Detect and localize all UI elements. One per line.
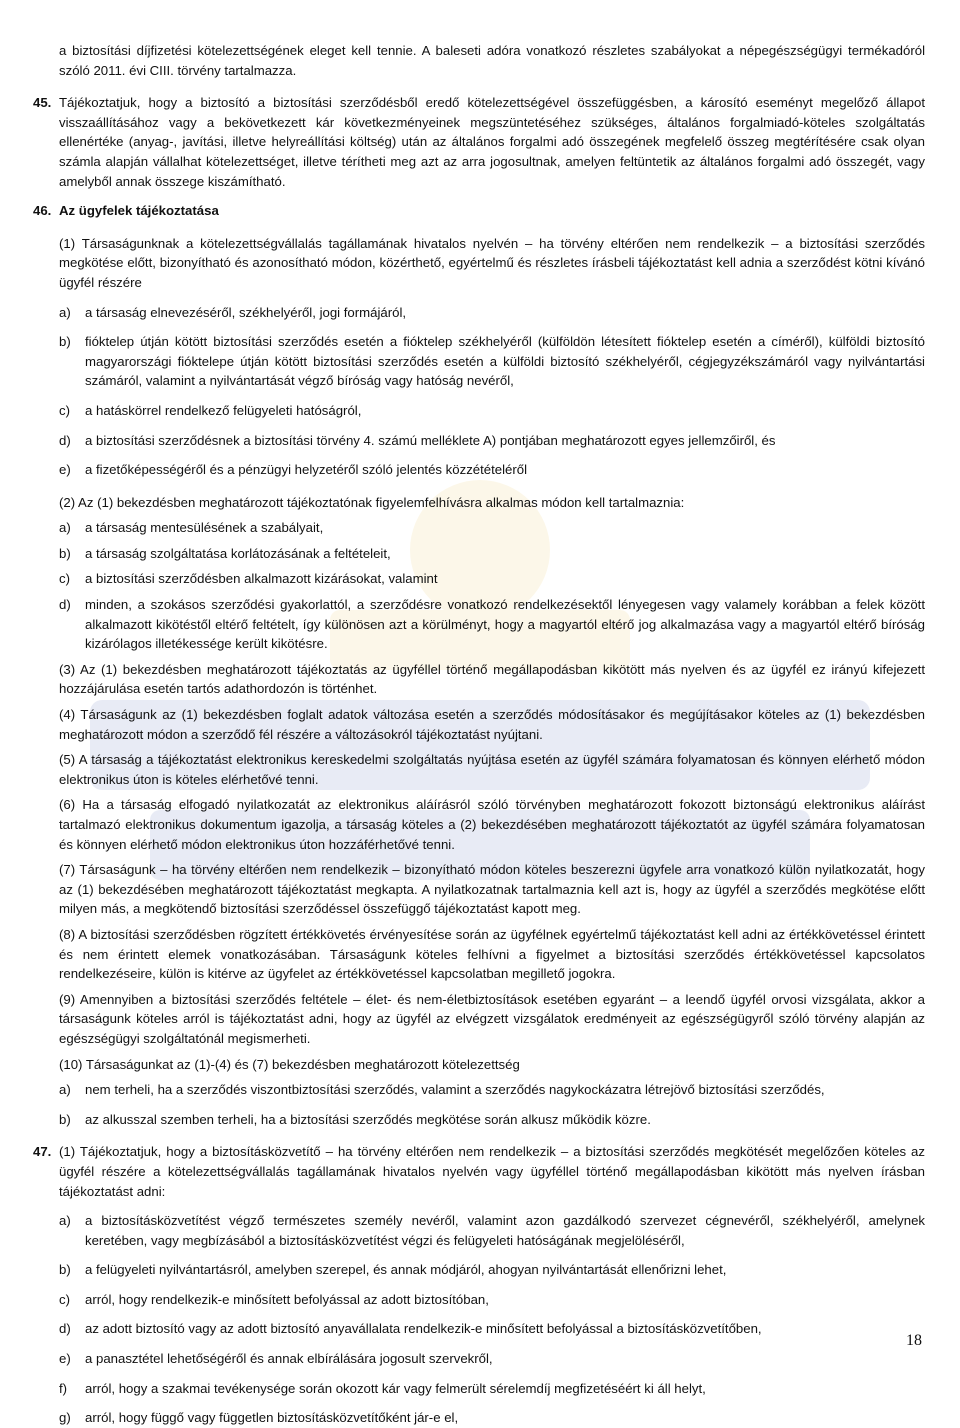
section-45-text: Tájékoztatjuk, hogy a biztosító a biztosítási szerződésből eredő kötelezettségével összefüggésben, a károsító eseményt megelőző állapot visszaállításához vagy a bekövetkezett kár következményeinek megszüntetéséhez szükséges, általános forgalmiadó-köteles szolgáltatás ellenértéke (anyag-, javítási, illetve helyreállítási költség) után az általános forgalmi adó összegének megfelelő összeg megtérítésére csak olyan számla alapján vállalhat kötelezettséget, illetve térítheti meg azt az arra jogosultnak, amelyen feltüntetik az általános forgalmi adó összegét, vagy amelyből annak összege kiszámítható.: [59, 95, 925, 189]
list-item: [59, 1379, 925, 1399]
paragraph-46-1: (1) Társaságunknak a kötelezettségvállalás tagállamának hivatalos nyelvén – ha törvény eltérően nem rendelkezik – a biztosítási szerződés megkötése előtt, bizonyítható és azonosítható módon, közérthető, egyértelmű és részletes írásbeli tájékoztatást kell adnia a szerződést kötni kívánó ügyfél részére: [59, 235, 925, 290]
item-text: a biztosítási szerződésben alkalmazott kizárásokat, valamint: [85, 571, 438, 587]
paragraph-46-2: (2) Az (1) bekezdésben meghatározott tájékoztatónak figyelemfelhívásra alkalmas módon kell tartalmaznia:: [59, 494, 685, 510]
paragraph-46-5: (5) A társaság a tájékoztatást elektronikus kereskedelmi szolgáltatás nyújtása esetén az ügyfél számára folyamatosan és könnyen elérhető módon elektronikus úton is köteles elérhetővé tenni.: [59, 752, 925, 787]
item-text: arról, hogy a szakmai tevékenysége során okozott kár vagy felmerült sérelemdíj megfizetéséért ki áll helyt,: [85, 1380, 706, 1396]
list-item: [59, 569, 925, 589]
paragraph-46-3: (3) Az (1) bekezdésben meghatározott tájékoztatás az ügyféllel történő megállapodásban kikötött más nyelven és az ügyfél ez irányú kifejezett hozzájárulása esetén tartós adathordozón is történhet.: [59, 661, 925, 697]
item-label: a): [59, 1213, 71, 1229]
item-label: b): [59, 545, 71, 561]
item-label: f): [59, 1380, 68, 1396]
list-46-2: [59, 518, 925, 654]
section-heading: Az ügyfelek tájékoztatása: [59, 203, 219, 219]
item-text: a társaság mentesülésének a szabályait,: [85, 520, 324, 536]
list-item: [59, 518, 925, 538]
list-item: [59, 431, 925, 451]
item-label: b): [59, 1262, 71, 1278]
list-47-1: [59, 1211, 925, 1428]
list-item: [59, 332, 925, 391]
document-page: [33, 41, 925, 1428]
paragraph-47-1: (1) Tájékoztatjuk, hogy a biztosításközvetítő – ha törvény eltérően nem rendelkezik – a biztosítási szerződés megkötését megelőzően köteles az ügyfél részére a kötelezettségvállalás tagállamának hivatalos nyelvén vagy ügyféllel történő megállapodásban kikötött más nyelven írásban tájékoztatást adni:: [59, 1144, 925, 1199]
list-item: [59, 1349, 925, 1369]
paragraph-46-7: (7) Társaságunk – ha törvény eltérően nem rendelkezik – bizonyítható módon köteles beszerezni ügyfele arra vonatkozó külön nyilatkozatát, hogy az (1) bekezdésében meghatározott tájékoztatást megkapta. A nyilatkozatnak tartalmaznia kell azt is, hogy az ügyfél a szerződés megkötése előtt milyen más, a megkötendő biztosítási szerződéssel összefüggő tájékoztatást kapott meg.: [59, 862, 925, 917]
list-item: [59, 1290, 925, 1310]
item-label: e): [59, 462, 71, 478]
list-item: [59, 1211, 925, 1250]
item-text: minden, a szokásos szerződési gyakorlattól, a szerződésre vonatkozó rendelkezésektől lényegesen vagy valamely korábban a felek között alkalmazott kikötéstől eltérő feltételt, így különösen azt a körülményt, hogy a magyartól eltérő jog alkalmazása vagy a magyartól eltérő bíróság kizárólagos illetékessége került kikötésre.: [85, 597, 925, 652]
item-label: b): [59, 334, 71, 350]
list-item: [59, 1260, 925, 1280]
item-text: nem terheli, ha a szerződés viszontbiztosítási szerződés, valamint a szerződés nagykockázatra létrejövő biztosítási szerződés,: [85, 1082, 825, 1098]
item-text: a hatáskörrel rendelkező felügyeleti hatóságról,: [85, 402, 362, 418]
item-text: az adott biztosító vagy az adott biztosító anyavállalata rendelkezik-e minősített befolyással a biztosításközvetítőben,: [85, 1321, 762, 1337]
page-number: 18: [906, 1332, 922, 1349]
item-label: a): [59, 1082, 71, 1098]
item-label: c): [59, 1291, 70, 1307]
list-item: [59, 1080, 925, 1100]
item-text: arról, hogy rendelkezik-e minősített befolyással az adott biztosítóban,: [85, 1291, 489, 1307]
list-item: [59, 1319, 925, 1339]
list-item: [59, 1110, 925, 1130]
paragraph-46-8: (8) A biztosítási szerződésben rögzített értékkövetés érvényesítése során az ügyfélnek egyértelmű tájékoztatást kell adni az értékkövetéssel érintett és nem érintett elemek vonatkozásában. Társaságunk köteles felhívni a figyelmet a biztosítási szerződés értékkövetéssel kapcsolatos rendelkezéseire, külön is kitérve az ügyfelet az értékkövetéssel kapcsolatban megillető jogokra.: [59, 926, 925, 982]
list-item: [59, 460, 925, 480]
list-item: [59, 401, 925, 421]
item-label: a): [59, 520, 71, 536]
section-46: [33, 201, 925, 1129]
item-text: fióktelep útján kötött biztosítási szerződés esetén a fióktelep székhelyéről (külföldön létesített fióktelep esetén a címéről), külföldi biztosító magyarországi fióktelepe útján kötött biztosítási szerződés esetén a külföldi biztosító székhelyéről, cégjegyzékszámáról vagy nyilvántartási számáról, valamint a nyilvántartását végző bíróság vagy hatóság nevéről,: [85, 334, 925, 389]
item-label: d): [59, 597, 71, 613]
paragraph-46-6: (6) Ha a társaság elfogadó nyilatkozatát az elektronikus aláírásról szóló törvényben meghatározott fokozott biztonságú elektronikus aláírást tartalmazó elektronikus dokumentum igazolja, a társaság köteles a (2) bekezdésében meghatározott tájékoztatót az ügyfél számára folyamatosan és könnyen elérhető módon elektronikus úton hozzáférhetővé tenni.: [59, 797, 925, 852]
section-number: 47.: [33, 1144, 52, 1160]
paragraph-46-4: (4) Társaságunk az (1) bekezdésben foglalt adatok változása esetén a szerződés módosításakor és megújításakor köteles az (1) bekezdésben meghatározott módon a szerződő fél részére a változásokról tájékoztatást nyújtani.: [59, 707, 925, 742]
intro-paragraph: a biztosítási díjfizetési kötelezettségének eleget kell tennie. A baleseti adóra vonatkozó részletes szabályokat a népegészségügyi termékadóról szóló 2011. évi CIII. törvény tartalmazza.: [59, 43, 925, 78]
paragraph-46-9: (9) Amennyiben a biztosítási szerződés feltétele – élet- és nem-életbiztosítások esetében egyaránt – a leendő ügyfél orvosi vizsgálata, akkor a társaságunk köteles arról is tájékoztatást adni, hogy az ügyfél az elvégzett vizsgálatok eredményeit az egészségügyről szóló törvény alapján az egészségügyi szolgáltatónál megismerheti.: [59, 991, 925, 1046]
section-47: [33, 1142, 925, 1428]
item-label: c): [59, 571, 70, 587]
item-text: az alkusszal szemben terheli, ha a biztosítási szerződés megkötése során alkusz működik közre.: [85, 1111, 651, 1127]
section-number: 46.: [33, 203, 52, 219]
item-text: a biztosítási szerződésnek a biztosítási törvény 4. számú melléklete A) pontjában meghatározott egyes jellemzőiről, és: [85, 432, 776, 448]
list-item: [59, 595, 925, 654]
item-text: arról, hogy függő vagy független biztosításközvetítőként jár-e el,: [85, 1410, 459, 1426]
list-item: [59, 1408, 925, 1428]
item-text: a társaság elnevezéséről, székhelyéről, jogi formájáról,: [85, 304, 407, 320]
list-46-1: [59, 303, 925, 480]
section-45: [33, 93, 925, 191]
item-label: g): [59, 1410, 71, 1426]
item-label: c): [59, 402, 70, 418]
list-item: [59, 303, 925, 323]
item-label: d): [59, 432, 71, 448]
item-label: e): [59, 1351, 71, 1367]
list-item: [59, 544, 925, 564]
item-label: b): [59, 1111, 71, 1127]
section-number: 45.: [33, 95, 52, 111]
item-text: a biztosításközvetítést végző természetes személy nevéről, valamint azon gazdálkodó szervezet cégnevéről, székhelyéről, amelynek keretében, vagy megbízásából a biztosításközvetítést végzi és felügyeleti hatóságának megjelöléséről,: [85, 1213, 925, 1248]
list-46-10: [59, 1080, 925, 1129]
item-text: a társaság szolgáltatása korlátozásának a feltételeit,: [85, 545, 391, 561]
item-label: d): [59, 1321, 71, 1337]
item-text: a fizetőképességéről és a pénzügyi helyzetéről szóló jelentés közzétételéről: [85, 462, 528, 478]
item-label: a): [59, 304, 71, 320]
item-text: a panasztétel lehetőségéről és annak elbírálására jogosult szervekről,: [85, 1351, 493, 1367]
item-text: a felügyeleti nyilvántartásról, amelyben szerepel, és annak módjáról, ahogyan nyilvántartását ellenőrizni lehet,: [85, 1262, 727, 1278]
paragraph-46-10: (10) Társaságunkat az (1)-(4) és (7) bekezdésben meghatározott kötelezettség: [59, 1056, 520, 1072]
